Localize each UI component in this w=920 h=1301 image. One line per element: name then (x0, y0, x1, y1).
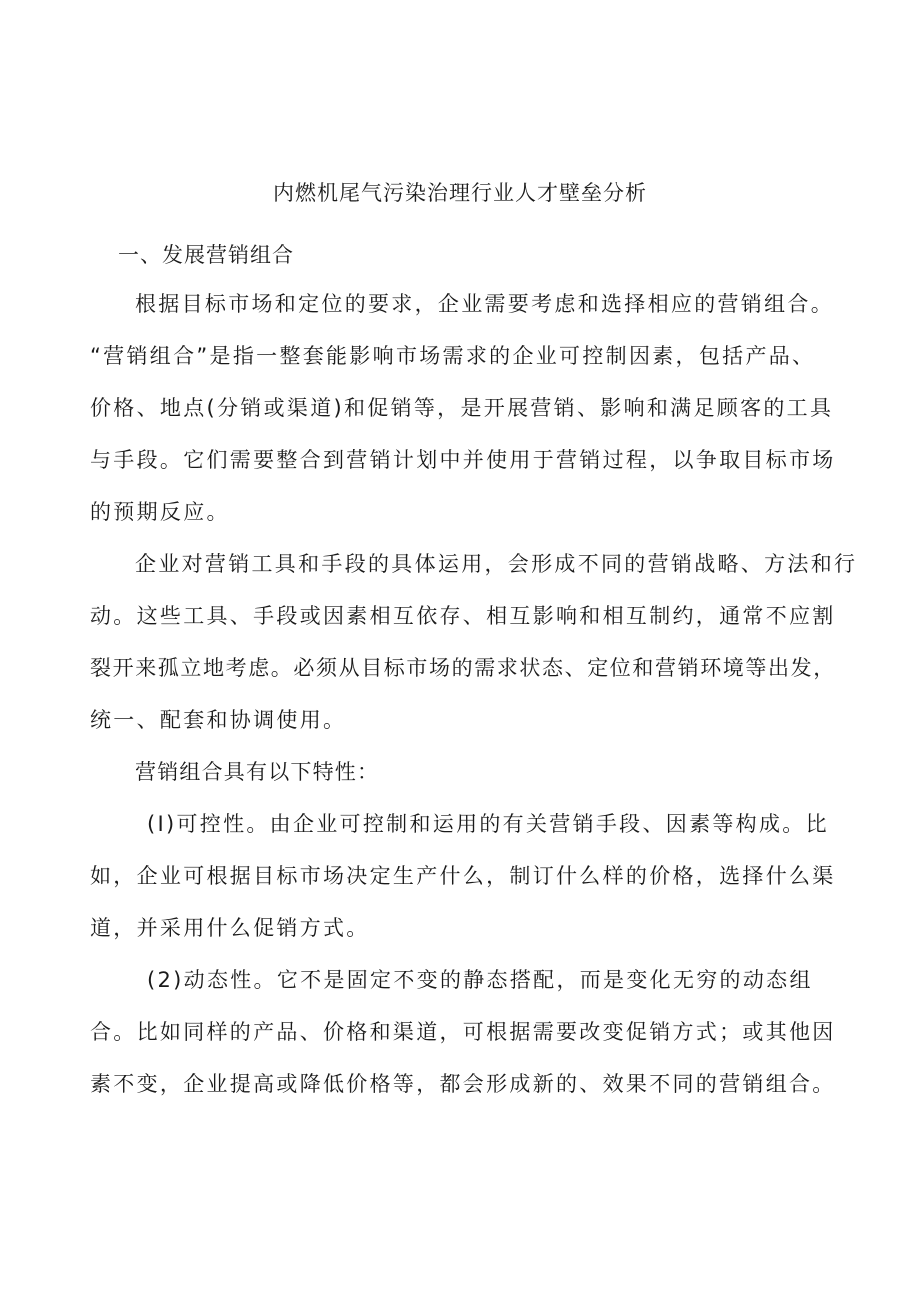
paragraph-line: 的预期反应。 (90, 500, 230, 524)
paragraph-line: 如，企业可根据目标市场决定生产什么，制订什么样的价格，选择什么渠 (90, 864, 836, 888)
paragraph-line: 根据目标市场和定位的要求，企业需要考虑和选择相应的营销组合。 (135, 292, 834, 316)
paragraph-line: 动。这些工具、手段或因素相互依存、相互影响和相互制约，通常不应割 (90, 604, 836, 628)
paragraph-line: (I)可控性。由企业可控制和运用的有关营销手段、因素等构成。比 (147, 812, 829, 836)
document-title: 内燃机尾气污染治理行业人才壁垒分析 (273, 181, 647, 205)
paragraph-line: 企业对营销工具和手段的具体运用，会形成不同的营销战略、方法和行 (135, 552, 858, 576)
paragraph-line: 素不变，企业提高或降低价格等，都会形成新的、效果不同的营销组合。 (90, 1072, 836, 1096)
paragraph-line: 道，并采用什么促销方式。 (90, 916, 370, 940)
paragraph-line: “营销组合”是指一整套能影响市场需求的企业可控制因素，包括产品、 (90, 344, 816, 368)
paragraph-line: 价格、地点(分销或渠道)和促销等，是开展营销、影响和满足顾客的工具 (90, 396, 834, 420)
paragraph-line: 统一、配套和协调使用。 (90, 708, 347, 732)
paragraph-line: 与手段。它们需要整合到营销计划中并使用于营销过程，以争取目标市场 (90, 448, 836, 472)
paragraph-line: 营销组合具有以下特性： (135, 760, 380, 784)
section-heading: 一、发展营销组合 (118, 243, 294, 267)
paragraph-line: 合。比如同样的产品、价格和渠道，可根据需要改变促销方式；或其他因 (90, 1020, 836, 1044)
paragraph-line: 裂开来孤立地考虑。必须从目标市场的需求状态、定位和营销环境等出发， (90, 656, 836, 680)
paragraph-line: (2)动态性。它不是固定不变的静态搭配，而是变化无穷的动态组 (147, 968, 813, 992)
